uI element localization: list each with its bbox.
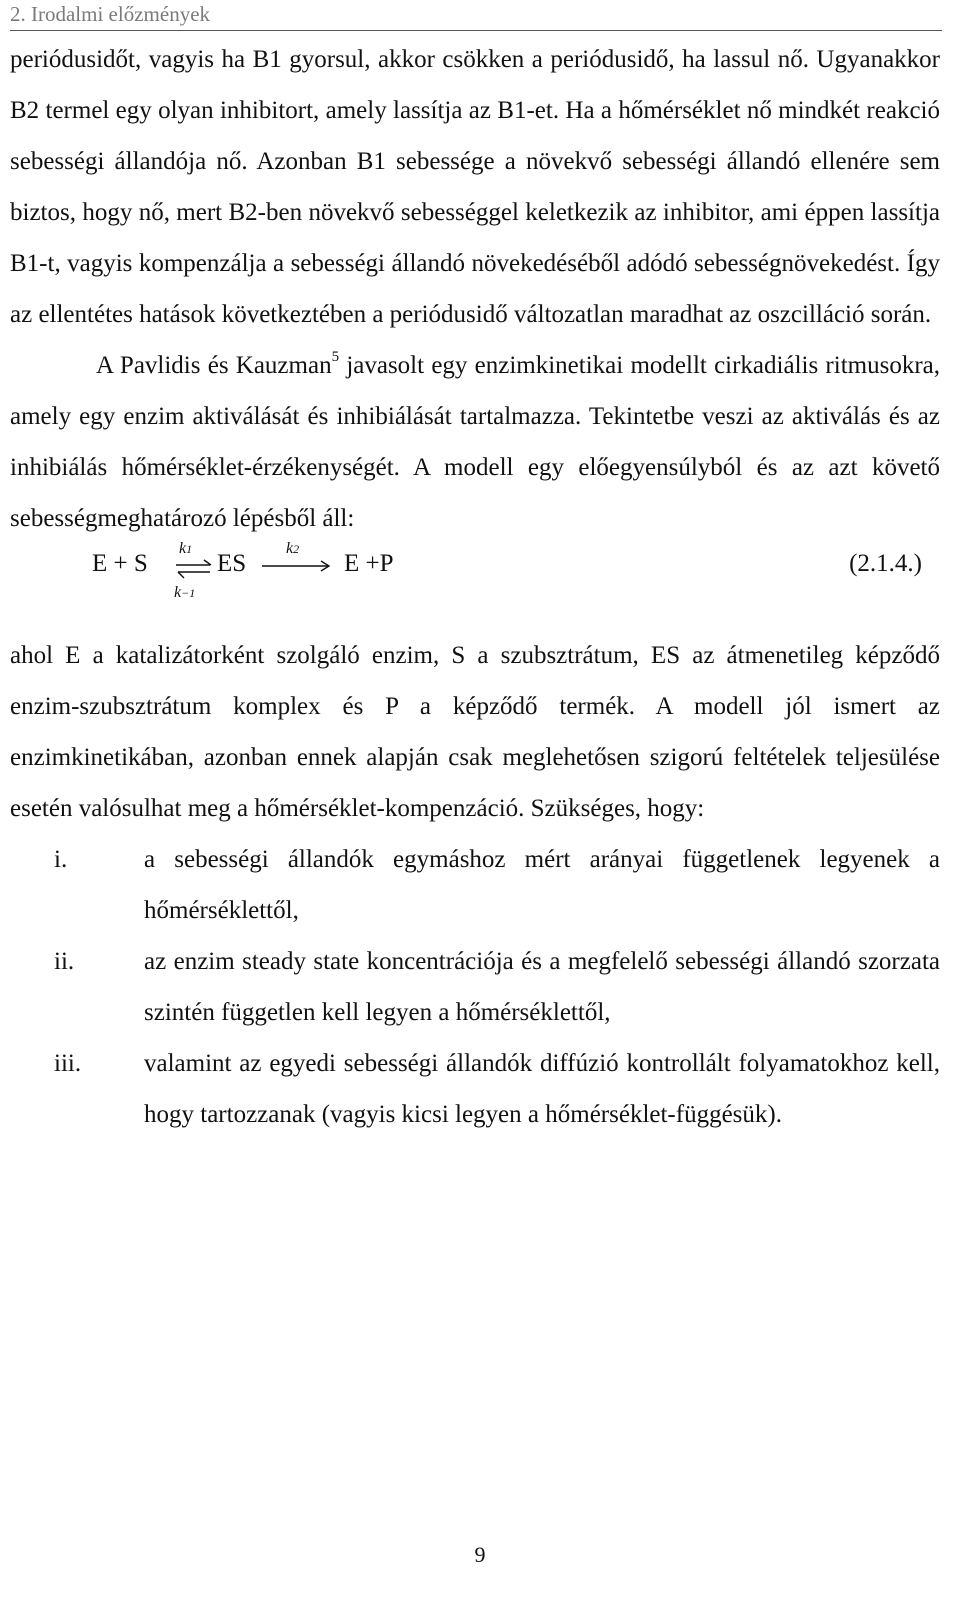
list-item-text: valamint az egyedi sebességi állandók diffúzió kontrollált folyamatokhoz kell, hogy tartozzanak (vagyis kicsi legyen a hőmérséklet-függésük). <box>144 1050 940 1128</box>
rate-constant-k-minus-1: k−1 <box>174 584 196 601</box>
paragraph-3: ahol E a katalizátorként szolgáló enzim, S a szubsztrátum, ES az átmenetileg képződő enzim-szubsztrátum komplex és P a képződő termék. A modell jól ismert az enzimkinetikában, azonban ennek alapján csak meglehetősen szigorú feltételek teljesülése esetén valósulhat meg a hőmérséklet-kompenzáció. Szükséges, hogy: <box>10 642 940 822</box>
list-item-number: ii. <box>54 948 75 975</box>
paragraph-2-start: A Pavlidis és Kauzman <box>96 352 332 379</box>
equation-number: (2.1.4.) <box>849 550 922 577</box>
conditions-list <box>10 834 940 1140</box>
list-item-number: iii. <box>54 1050 82 1077</box>
running-header <box>10 0 942 31</box>
list-item <box>10 834 940 936</box>
page-number: 9 <box>474 1542 486 1567</box>
paragraph-1: periódusidőt, vagyis ha B1 gyorsul, akkor csökken a periódusidő, ha lassul nő. Ugyanakkor B2 termel egy olyan inhibitort, amely lassítja az B1-et. Ha a hőmérséklet nő mindkét reakció sebességi állandója nő. Azonban B1 sebessége a növekvő sebességi állandó ellenére sem biztos, hogy nő, mert B2-ben növekvő sebességgel keletkezik az inhibitor, ami éppen lassítja B1-t, vagyis kompenzálja a sebességi állandó növekedéséből adódó sebességnövekedést. Így az ellentétes hatások következtében a periódusidő változatlan maradhat az oszcilláció során. <box>10 46 940 328</box>
rate-constant-k2: k2 <box>286 540 300 557</box>
equation-complex: ES <box>217 550 247 577</box>
equation-2-1-4 <box>10 540 940 630</box>
equation-products: E +P <box>344 550 394 577</box>
equation-reactants: E + S <box>92 550 148 577</box>
page-body <box>10 34 940 1140</box>
header-title: 2. Irodalmi előzmények <box>10 2 211 26</box>
equilibrium-arrows-icon <box>174 558 214 580</box>
list-item-text: a sebességi állandók egymáshoz mért arányai függetlenek legyenek a hőmérséklettől, <box>144 846 940 924</box>
paragraph-2-rest: javasolt egy enzimkinetikai modellt cirkadiális ritmusokra, amely egy enzim aktiválását és inhibiálását tartalmazza. Tekintetbe veszi az aktiválás és az inhibiálás hőmérséklet-érzékenységét. A modell egy előegyensúlyból és az azt követő sebességmeghatározó lépésből áll: <box>10 352 940 532</box>
rate-constant-k1: k1 <box>179 540 193 557</box>
reference-marker: 5 <box>331 348 340 365</box>
list-item <box>10 1038 940 1140</box>
paragraph-2 <box>10 340 940 544</box>
list-item-number: i. <box>54 846 68 873</box>
forward-arrow-icon <box>260 558 332 574</box>
list-item <box>10 936 940 1038</box>
list-item-text: az enzim steady state koncentrációja és a megfelelő sebességi állandó szorzata szintén független kell legyen a hőmérséklettől, <box>144 948 940 1026</box>
